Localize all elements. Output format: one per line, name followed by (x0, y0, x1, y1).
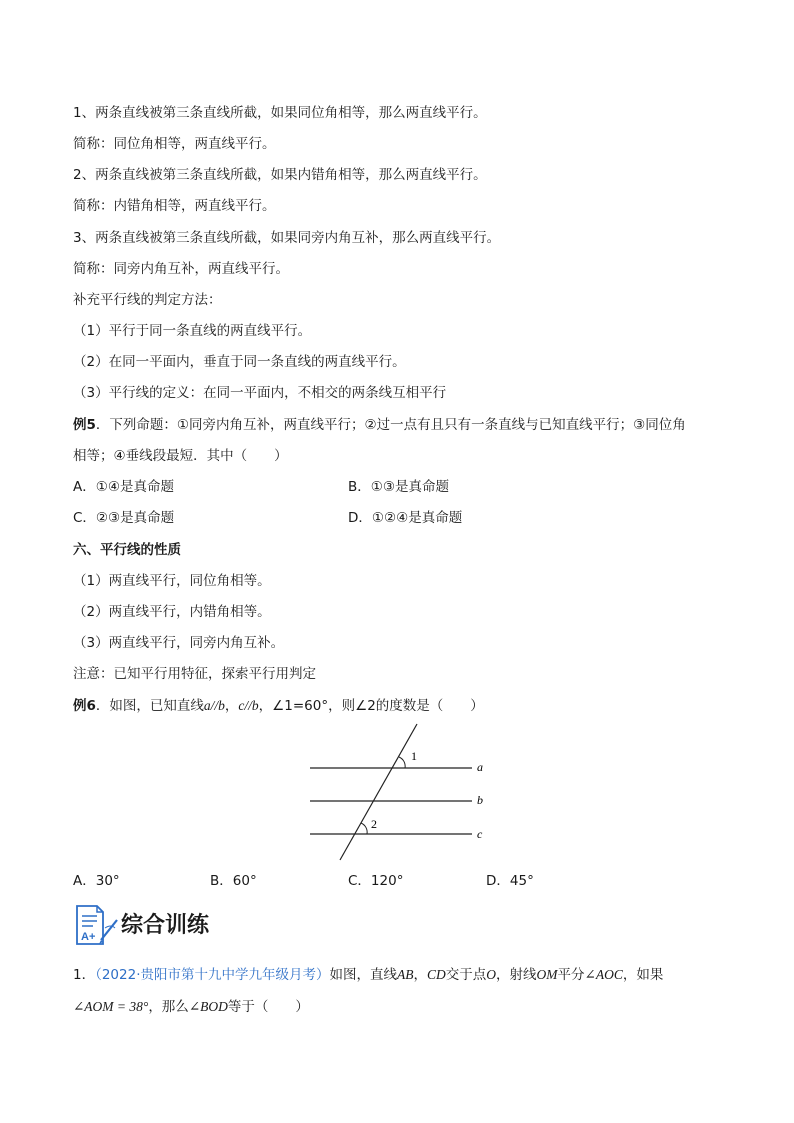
q1-bod: ∠BOD (188, 999, 228, 1014)
section6-note: 注意：已知平行用特征，探索平行用判定 (73, 666, 316, 682)
example6-ab: a//b (203, 698, 225, 713)
section6-title: 六、平行线的性质 (73, 542, 181, 558)
q1-aoc: ∠AOC (584, 967, 623, 982)
training-q1-line-2 (73, 998, 309, 1016)
training-q1-line-1 (73, 966, 663, 984)
training-title: 综合训练 (121, 912, 210, 938)
rule-line-7: 补充平行线的判定方法： (73, 292, 222, 308)
rule-line-5: 3、两条直线被第三条直线所截，如果同旁内角互补，那么两直线平行。 (73, 230, 501, 246)
angle-1-label: 1 (411, 749, 417, 763)
line-c-label: c (477, 827, 483, 841)
rule-line-4: 简称：内错角相等，两直线平行。 (73, 198, 276, 214)
example6-text-mid: ，∠1=60°，则∠2的度数是（ ） (258, 698, 484, 714)
q1-cd: CD (427, 967, 446, 982)
example6-text-prefix: ．如图，已知直线 (95, 698, 204, 714)
example6-question (73, 697, 484, 715)
q1-line2-c: 等于（ ） (227, 999, 309, 1015)
example6-option-c: C．120° (348, 873, 404, 889)
q1-text-3: ，射线 (496, 967, 537, 983)
rule-line-2: 简称：同位角相等，两直线平行。 (73, 136, 276, 152)
angle-2-label: 2 (371, 817, 377, 831)
example5-text-1: ．下列命题：①同旁内角互补，两直线平行；②过一点有且只有一条直线与已知直线平行；③同位角 (95, 417, 686, 433)
rule-line-10: （3）平行线的定义：在同一平面内，不相交的两条线互相平行 (73, 385, 447, 401)
example5-option-a: A．①④是真命题 (73, 479, 174, 495)
line-a-label: a (477, 760, 483, 774)
angle-1-arc (399, 757, 405, 768)
rule-line-1: 1、两条直线被第三条直线所截，如果同位角相等，那么两直线平行。 (73, 105, 487, 121)
q1-number: 1． (73, 967, 96, 983)
rule-line-8: （1）平行于同一条直线的两直线平行。 (73, 323, 312, 339)
example6-sep: ， (224, 698, 239, 714)
section6-item-1: （1）两直线平行，同位角相等。 (73, 573, 271, 589)
q1-o: O (486, 967, 497, 982)
q1-om: OM (536, 967, 558, 982)
example5-option-c: C．②③是真命题 (73, 510, 175, 526)
example5-label: 例5 (73, 417, 96, 433)
example6-option-b: B．60° (210, 873, 257, 889)
rule-line-3: 2、两条直线被第三条直线所截，如果内错角相等，那么两直线平行。 (73, 167, 487, 183)
section6-item-2: （2）两直线平行，内错角相等。 (73, 604, 271, 620)
q1-text-1: 如图，直线 (329, 967, 397, 983)
example6-option-a: A．30° (73, 873, 120, 889)
rule-line-9: （2）在同一平面内，垂直于同一条直线的两直线平行。 (73, 354, 406, 370)
q1-source: （2022·贵阳市第十九中学九年级月考） (95, 967, 330, 983)
example5-line-1 (73, 416, 686, 434)
q1-text-5: ，如果 (622, 967, 664, 983)
transversal-line (340, 724, 417, 860)
example6-option-d: D．45° (486, 873, 534, 889)
example5-option-d: D．①②④是真命题 (348, 510, 463, 526)
q1-sep: ， (413, 967, 427, 983)
training-section-header (73, 898, 273, 950)
rule-line-6: 简称：同旁内角互补，两直线平行。 (73, 261, 289, 277)
parallel-lines-figure (300, 718, 500, 863)
angle-2-arc (361, 823, 367, 834)
q1-ab: AB (397, 967, 414, 982)
example5-option-b: B．①③是真命题 (348, 479, 449, 495)
example5-line-2: 相等；④垂线段最短．其中（ ） (73, 448, 288, 464)
section6-item-3: （3）两直线平行，同旁内角互补。 (73, 635, 285, 651)
q1-text-4: 平分 (557, 967, 585, 983)
q1-aom: ∠AOM = 38° (73, 999, 149, 1014)
example6-label: 例6 (73, 698, 96, 714)
test-paper-icon (73, 898, 121, 950)
a-plus-text: A+ (81, 931, 96, 943)
q1-line2-b: ，那么 (148, 999, 189, 1015)
q1-text-2: 交于点 (445, 967, 487, 983)
example6-cb: c//b (238, 698, 259, 713)
line-b-label: b (477, 793, 483, 807)
